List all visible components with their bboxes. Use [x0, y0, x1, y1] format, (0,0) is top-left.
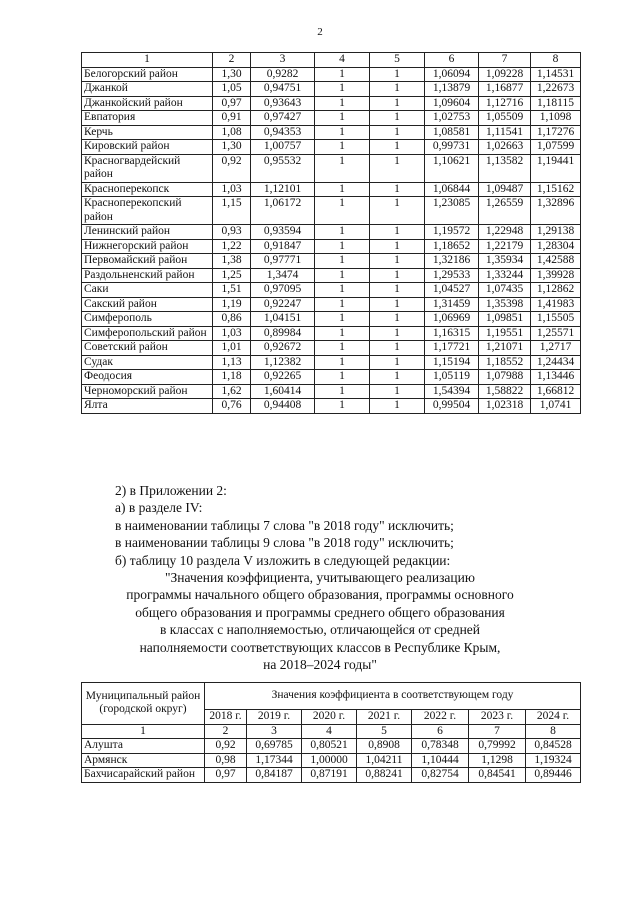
- coefficient-value: 0,92265: [251, 370, 315, 385]
- coefficient-value: 1: [370, 297, 425, 312]
- column-number: 7: [479, 53, 531, 68]
- coefficient-value: 1,04527: [425, 283, 479, 298]
- coefficient-value: 1: [370, 341, 425, 356]
- coefficients-table-10: [81, 682, 581, 783]
- coefficient-value: 1,04211: [357, 753, 412, 768]
- municipality-name: Евпатория: [82, 111, 213, 126]
- column-number: 4: [315, 53, 370, 68]
- coefficient-value: 0,93594: [251, 225, 315, 240]
- coefficient-value: 1: [315, 182, 370, 197]
- municipality-name: Нижнегорский район: [82, 239, 213, 254]
- coefficient-value: 1,30: [213, 67, 251, 82]
- coefficient-value: 1,31459: [425, 297, 479, 312]
- coefficient-value: 1,02318: [479, 399, 531, 414]
- coefficient-value: 1,16877: [479, 82, 531, 97]
- coefficient-value: 1,22948: [479, 225, 531, 240]
- coefficient-value: 1,2717: [531, 341, 581, 356]
- coefficient-value: 1: [315, 96, 370, 111]
- municipality-name: Бахчисарайский район: [82, 768, 205, 783]
- table-row: [82, 312, 581, 327]
- coefficient-value: 1,22: [213, 239, 251, 254]
- coefficient-value: 1,17721: [425, 341, 479, 356]
- coefficient-value: 1,13582: [479, 154, 531, 182]
- coefficient-value: 1,58822: [479, 384, 531, 399]
- table-row: [82, 355, 581, 370]
- municipality-name: Первомайский район: [82, 254, 213, 269]
- column-number: 8: [526, 724, 581, 739]
- coefficient-value: 1: [315, 140, 370, 155]
- coefficient-value: 1,05: [213, 82, 251, 97]
- column-number: 2: [205, 724, 247, 739]
- table-row: [82, 140, 581, 155]
- coefficient-value: 1: [315, 197, 370, 225]
- coefficient-value: 1,28304: [531, 239, 581, 254]
- coefficient-value: 1,19324: [526, 753, 581, 768]
- coefficient-value: 1,26559: [479, 197, 531, 225]
- municipality-name: Ялта: [82, 399, 213, 414]
- table-row: [82, 96, 581, 111]
- coefficient-value: 1: [315, 370, 370, 385]
- table-row: [82, 182, 581, 197]
- coefficient-value: 1,22179: [479, 239, 531, 254]
- coefficient-value: 1,10444: [412, 753, 469, 768]
- coefficient-value: 1,03: [213, 182, 251, 197]
- coefficient-value: 1,30: [213, 140, 251, 155]
- coefficient-value: 1,41983: [531, 297, 581, 312]
- coefficient-value: 1,19441: [531, 154, 581, 182]
- table-header-row: [82, 683, 581, 710]
- coefficient-value: 1,08581: [425, 125, 479, 140]
- table-row: [82, 753, 581, 768]
- coefficient-value: 0,99504: [425, 399, 479, 414]
- coefficient-value: 1,35934: [479, 254, 531, 269]
- coefficient-value: 0,78348: [412, 739, 469, 754]
- coefficient-value: 0,94408: [251, 399, 315, 414]
- year-header: 2024 г.: [526, 710, 581, 725]
- coefficient-value: 1: [370, 312, 425, 327]
- coefficient-value: 1,16315: [425, 326, 479, 341]
- coefficient-value: 0,88241: [357, 768, 412, 783]
- coefficient-value: 1,1098: [531, 111, 581, 126]
- table-row: [82, 341, 581, 356]
- coefficient-value: 1: [370, 268, 425, 283]
- coefficient-value: 1,05119: [425, 370, 479, 385]
- table-row: [82, 768, 581, 783]
- municipality-name: Белогорский район: [82, 67, 213, 82]
- coefficient-value: 1: [315, 355, 370, 370]
- coefficient-value: 1,12862: [531, 283, 581, 298]
- coefficient-value: 0,93: [213, 225, 251, 240]
- coefficient-value: 0,82754: [412, 768, 469, 783]
- coefficient-value: 1,24434: [531, 355, 581, 370]
- coefficient-value: 1: [370, 370, 425, 385]
- coefficient-value: 1,15194: [425, 355, 479, 370]
- municipality-name: Джанкой: [82, 82, 213, 97]
- year-header: 2018 г.: [205, 710, 247, 725]
- coefficient-value: 1,13879: [425, 82, 479, 97]
- coefficient-value: 1,29138: [531, 225, 581, 240]
- coefficient-value: 1,02753: [425, 111, 479, 126]
- coefficient-value: 0,99731: [425, 140, 479, 155]
- coefficient-value: 1,33244: [479, 268, 531, 283]
- coefficient-value: 1,18552: [479, 355, 531, 370]
- table-row: [82, 239, 581, 254]
- coefficient-value: 1,19572: [425, 225, 479, 240]
- coefficient-value: 1,09487: [479, 182, 531, 197]
- coefficient-value: 1,08: [213, 125, 251, 140]
- coefficient-value: 1,51: [213, 283, 251, 298]
- coefficient-value: 1,13446: [531, 370, 581, 385]
- coefficient-value: 1,21071: [479, 341, 531, 356]
- coefficient-value: 0,86: [213, 312, 251, 327]
- municipality-name: Раздольненский район: [82, 268, 213, 283]
- coefficient-value: 1,25: [213, 268, 251, 283]
- coefficient-value: 0,84528: [526, 739, 581, 754]
- coefficient-value: 1,06969: [425, 312, 479, 327]
- coefficient-value: 1,32896: [531, 197, 581, 225]
- coefficient-value: 1: [315, 326, 370, 341]
- coefficient-value: 1,00000: [302, 753, 357, 768]
- coefficient-value: 1: [315, 297, 370, 312]
- municipality-name: Симферопольский район: [82, 326, 213, 341]
- table-title-line: на 2018–2024 годы": [263, 657, 377, 673]
- coefficient-group-header: Значения коэффициента в соответствующем году: [205, 683, 581, 710]
- table-title-line: наполняемости соответствующих классов в Республике Крым,: [139, 639, 501, 655]
- column-number: 2: [213, 53, 251, 68]
- coefficient-value: 0,92247: [251, 297, 315, 312]
- table-row: [82, 254, 581, 269]
- coefficient-value: 1,35398: [479, 297, 531, 312]
- paragraph: 2) в Приложении 2:: [115, 483, 227, 498]
- coefficient-value: 1: [315, 254, 370, 269]
- table-row: [82, 370, 581, 385]
- coefficient-value: 0,92672: [251, 341, 315, 356]
- municipality-column-header: Муниципальный район (городской округ): [82, 683, 205, 725]
- municipality-name: Джанкойский район: [82, 96, 213, 111]
- municipality-name: Красногвардейский район: [82, 154, 213, 182]
- coefficient-value: 1: [315, 384, 370, 399]
- table-row: [82, 154, 581, 182]
- coefficient-value: 1,60414: [251, 384, 315, 399]
- column-number: 8: [531, 53, 581, 68]
- paragraph: б) таблицу 10 раздела V изложить в следующей редакции:: [115, 552, 451, 568]
- coefficient-value: 0,92: [205, 739, 247, 754]
- coefficient-value: 1,38: [213, 254, 251, 269]
- coefficient-value: 1: [315, 341, 370, 356]
- coefficient-value: 1,3474: [251, 268, 315, 283]
- coefficient-value: 1,23085: [425, 197, 479, 225]
- coefficient-value: 0,97771: [251, 254, 315, 269]
- coefficient-value: 0,87191: [302, 768, 357, 783]
- coefficient-value: 0,80521: [302, 739, 357, 754]
- coefficient-value: 1,62: [213, 384, 251, 399]
- coefficient-value: 1: [315, 399, 370, 414]
- paragraph: в наименовании таблицы 7 слова "в 2018 году" исключить;: [115, 517, 454, 533]
- municipality-name: Алушта: [82, 739, 205, 754]
- coefficient-value: 1: [370, 239, 425, 254]
- column-numbers-row: [82, 724, 581, 739]
- municipality-name: Кировский район: [82, 140, 213, 155]
- table-row: [82, 399, 581, 414]
- coefficient-value: 1,01: [213, 341, 251, 356]
- coefficient-value: 1,09604: [425, 96, 479, 111]
- column-number: 6: [425, 53, 479, 68]
- coefficient-value: 1: [315, 283, 370, 298]
- table-row: [82, 225, 581, 240]
- coefficient-value: 0,9282: [251, 67, 315, 82]
- coefficient-value: 0,97095: [251, 283, 315, 298]
- coefficient-value: 1: [315, 67, 370, 82]
- table-title-line: программы начального общего образования, программы основного: [126, 587, 514, 603]
- coefficient-value: 0,94751: [251, 82, 315, 97]
- coefficient-value: 0,8908: [357, 739, 412, 754]
- coefficient-value: 1: [315, 312, 370, 327]
- municipality-name: Красноперекопск: [82, 182, 213, 197]
- coefficient-value: 1,15: [213, 197, 251, 225]
- municipality-name: Красноперекопский район: [82, 197, 213, 225]
- coefficient-value: 1,32186: [425, 254, 479, 269]
- coefficient-value: 1: [315, 268, 370, 283]
- coefficient-value: 1: [370, 355, 425, 370]
- page-number: 2: [317, 26, 323, 38]
- coefficient-value: 1: [370, 111, 425, 126]
- coefficient-value: 1: [370, 96, 425, 111]
- coefficient-value: 1,12382: [251, 355, 315, 370]
- coefficient-value: 1: [370, 182, 425, 197]
- coefficient-value: 1: [370, 154, 425, 182]
- coefficient-value: 1,15505: [531, 312, 581, 327]
- coefficient-value: 0,97: [213, 96, 251, 111]
- coefficient-value: 0,79992: [469, 739, 526, 754]
- coefficient-value: 1,05509: [479, 111, 531, 126]
- coefficient-value: 1: [370, 125, 425, 140]
- year-header: 2023 г.: [469, 710, 526, 725]
- coefficient-value: 1,18115: [531, 96, 581, 111]
- coefficient-value: 1,15162: [531, 182, 581, 197]
- coefficient-value: 1,54394: [425, 384, 479, 399]
- coefficient-value: 1: [370, 283, 425, 298]
- municipality-name: Черноморский район: [82, 384, 213, 399]
- municipality-name: Советский район: [82, 341, 213, 356]
- table-row: [82, 297, 581, 312]
- table-title-line: "Значения коэффициента, учитывающего реализацию: [165, 570, 475, 586]
- coefficient-value: 1: [315, 154, 370, 182]
- coefficient-value: 1: [315, 82, 370, 97]
- coefficient-value: 1,13: [213, 355, 251, 370]
- coefficient-value: 1: [370, 384, 425, 399]
- coefficient-value: 1: [370, 225, 425, 240]
- coefficient-value: 1: [370, 82, 425, 97]
- table-row: [82, 111, 581, 126]
- coefficient-value: 1,39928: [531, 268, 581, 283]
- coefficient-value: 1,0741: [531, 399, 581, 414]
- coefficients-table-continued: [81, 52, 581, 414]
- coefficient-value: 1: [370, 326, 425, 341]
- coefficient-value: 1: [370, 67, 425, 82]
- coefficient-value: 1: [315, 225, 370, 240]
- coefficient-value: 1,00757: [251, 140, 315, 155]
- coefficient-value: 1: [315, 111, 370, 126]
- municipality-name: Керчь: [82, 125, 213, 140]
- table-row: [82, 125, 581, 140]
- coefficient-value: 1,17276: [531, 125, 581, 140]
- coefficient-value: 0,95532: [251, 154, 315, 182]
- coefficient-value: 0,84187: [247, 768, 302, 783]
- paragraph: в наименовании таблицы 9 слова "в 2018 году" исключить;: [115, 535, 454, 551]
- municipality-name: Ленинский район: [82, 225, 213, 240]
- coefficient-value: 1,12716: [479, 96, 531, 111]
- column-number: 3: [251, 53, 315, 68]
- coefficient-value: 1: [370, 254, 425, 269]
- coefficient-value: 1,18: [213, 370, 251, 385]
- coefficient-value: 1: [370, 197, 425, 225]
- coefficient-value: 0,97427: [251, 111, 315, 126]
- table-row: [82, 67, 581, 82]
- year-header: 2022 г.: [412, 710, 469, 725]
- coefficient-value: 1,42588: [531, 254, 581, 269]
- coefficient-value: 1,06844: [425, 182, 479, 197]
- coefficient-value: 1,22673: [531, 82, 581, 97]
- coefficient-value: 1,1298: [469, 753, 526, 768]
- coefficient-value: 1,06094: [425, 67, 479, 82]
- coefficient-value: 0,89446: [526, 768, 581, 783]
- coefficient-value: 1,12101: [251, 182, 315, 197]
- coefficient-value: 0,84541: [469, 768, 526, 783]
- coefficient-value: 0,76: [213, 399, 251, 414]
- coefficient-value: 0,98: [205, 753, 247, 768]
- coefficient-value: 1,07435: [479, 283, 531, 298]
- table-row: [82, 82, 581, 97]
- coefficient-value: 1,04151: [251, 312, 315, 327]
- municipality-name: Армянск: [82, 753, 205, 768]
- year-header: 2021 г.: [357, 710, 412, 725]
- municipality-name: Симферополь: [82, 312, 213, 327]
- table-title-line: в классах с наполняемостью, отличающейся от средней: [159, 622, 481, 638]
- coefficient-value: 0,89984: [251, 326, 315, 341]
- coefficient-value: 0,92: [213, 154, 251, 182]
- column-number: 1: [82, 724, 205, 739]
- coefficient-value: 1,25571: [531, 326, 581, 341]
- table-row: [82, 326, 581, 341]
- column-number: 7: [469, 724, 526, 739]
- column-number: 6: [412, 724, 469, 739]
- paragraph: а) в разделе IV:: [115, 500, 203, 516]
- coefficient-value: 1,02663: [479, 140, 531, 155]
- amendment-text: [0, 482, 640, 673]
- coefficient-value: 0,91: [213, 111, 251, 126]
- coefficient-value: 1,66812: [531, 384, 581, 399]
- coefficient-value: 0,97: [205, 768, 247, 783]
- table-row: [82, 268, 581, 283]
- column-number: 5: [357, 724, 412, 739]
- coefficient-value: 1: [315, 239, 370, 254]
- year-header: 2020 г.: [302, 710, 357, 725]
- coefficient-value: 1,18652: [425, 239, 479, 254]
- coefficient-value: 1: [370, 399, 425, 414]
- coefficient-value: 0,69785: [247, 739, 302, 754]
- coefficient-value: 1: [315, 125, 370, 140]
- municipality-name: Сакский район: [82, 297, 213, 312]
- coefficient-value: 1,19551: [479, 326, 531, 341]
- table-title-line: общего образования и программы среднего общего образования: [135, 604, 505, 620]
- column-number: 4: [302, 724, 357, 739]
- coefficient-value: 1,11541: [479, 125, 531, 140]
- coefficient-value: 1,07599: [531, 140, 581, 155]
- coefficient-value: 0,91847: [251, 239, 315, 254]
- table-row: [82, 283, 581, 298]
- table-row: [82, 197, 581, 225]
- coefficient-value: 1,09228: [479, 67, 531, 82]
- coefficient-value: 1,07988: [479, 370, 531, 385]
- coefficient-value: 1,17344: [247, 753, 302, 768]
- coefficient-value: 1: [370, 140, 425, 155]
- coefficient-value: 1,03: [213, 326, 251, 341]
- coefficient-value: 0,94353: [251, 125, 315, 140]
- municipality-name: Феодосия: [82, 370, 213, 385]
- coefficient-value: 1,29533: [425, 268, 479, 283]
- column-number: 3: [247, 724, 302, 739]
- coefficient-value: 1,06172: [251, 197, 315, 225]
- year-header: 2019 г.: [247, 710, 302, 725]
- column-number: 5: [370, 53, 425, 68]
- municipality-name: Саки: [82, 283, 213, 298]
- coefficient-value: 1,09851: [479, 312, 531, 327]
- column-number: 1: [82, 53, 213, 68]
- table-header-row: [82, 53, 581, 68]
- coefficient-value: 0,93643: [251, 96, 315, 111]
- coefficient-value: 1,19: [213, 297, 251, 312]
- table-row: [82, 739, 581, 754]
- coefficient-value: 1,14531: [531, 67, 581, 82]
- coefficient-value: 1,10621: [425, 154, 479, 182]
- table-row: [82, 384, 581, 399]
- municipality-name: Судак: [82, 355, 213, 370]
